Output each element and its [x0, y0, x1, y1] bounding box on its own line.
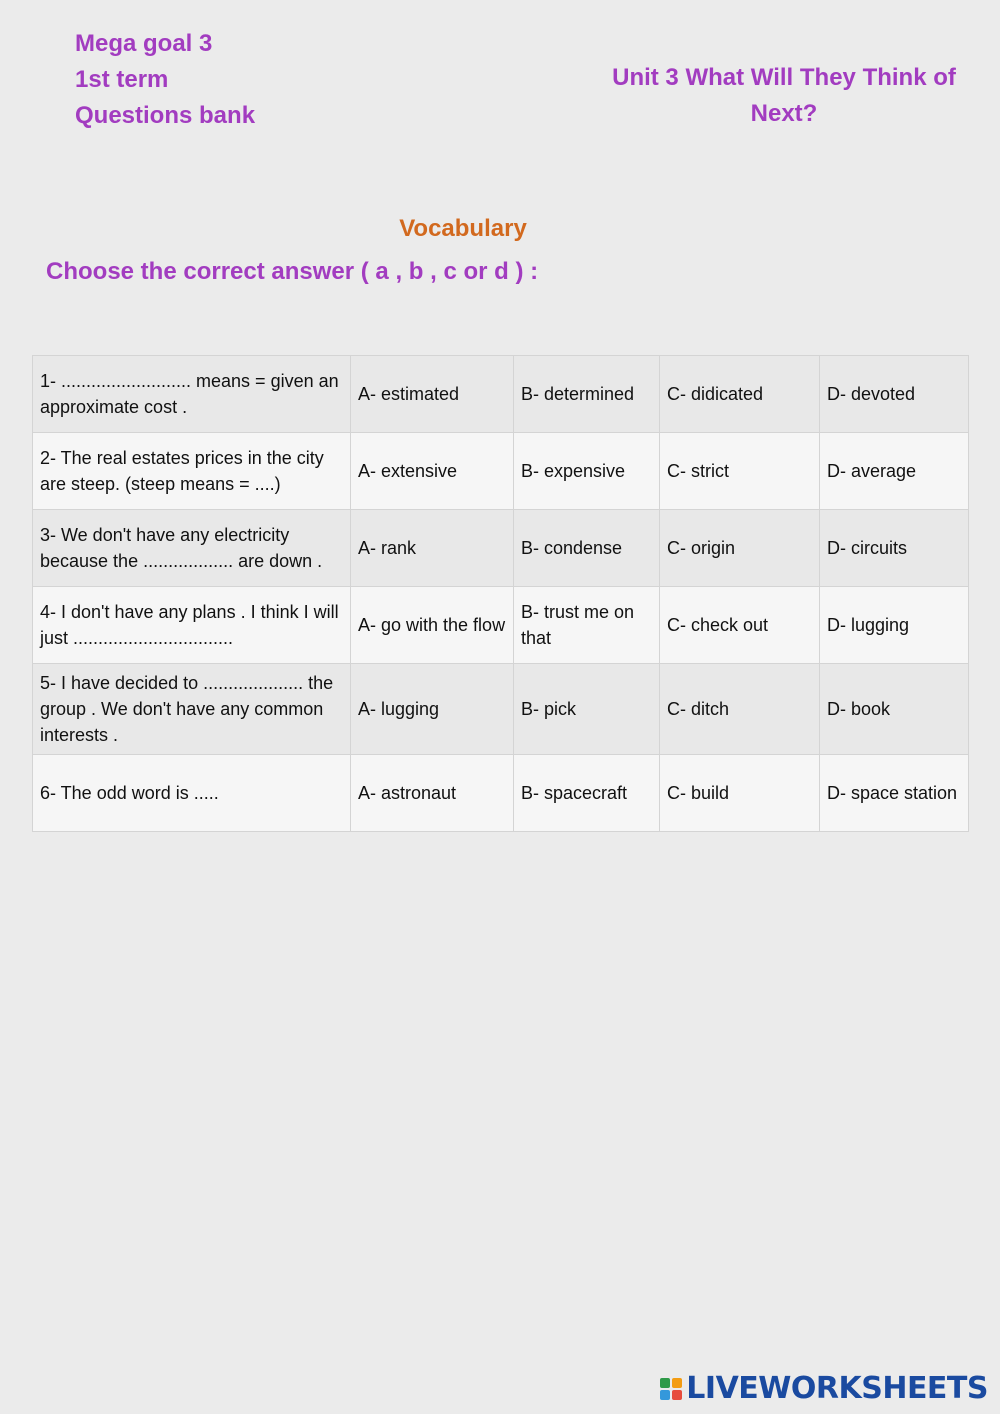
- liveworksheets-logo[interactable]: [660, 1371, 988, 1406]
- table-row: [33, 433, 969, 510]
- logo-square-icon: [660, 1378, 670, 1388]
- bank-label: Questions bank: [75, 102, 256, 129]
- option-b[interactable]: B- condense: [514, 510, 660, 587]
- option-a[interactable]: A- rank: [351, 510, 514, 587]
- question-text: 6- The odd word is .....: [33, 755, 351, 832]
- option-a[interactable]: A- astronaut: [351, 755, 514, 832]
- logo-square-icon: [660, 1390, 670, 1400]
- logo-text: LIVEWORKSHEETS: [686, 1371, 988, 1406]
- table-row: [33, 664, 969, 755]
- option-d[interactable]: D- lugging: [820, 587, 969, 664]
- logo-square-icon: [672, 1390, 682, 1400]
- question-text: 1- .......................... means = given an approximate cost .: [33, 356, 351, 433]
- option-c[interactable]: C- origin: [660, 510, 820, 587]
- questions-table: [32, 355, 969, 832]
- question-text: 4- I don't have any plans . I think I will just ................................: [33, 587, 351, 664]
- option-d[interactable]: D- circuits: [820, 510, 969, 587]
- option-d[interactable]: D- average: [820, 433, 969, 510]
- option-c[interactable]: C- ditch: [660, 664, 820, 755]
- option-d[interactable]: D- space station: [820, 755, 969, 832]
- unit-title: Unit 3 What Will They Think of Next?: [612, 64, 956, 127]
- option-a[interactable]: A- lugging: [351, 664, 514, 755]
- header-left: [75, 26, 255, 134]
- table-row: [33, 356, 969, 433]
- table-row: [33, 587, 969, 664]
- option-c[interactable]: C- strict: [660, 433, 820, 510]
- question-text: 2- The real estates prices in the city are steep. (steep means = ....): [33, 433, 351, 510]
- question-text: 3- We don't have any electricity because the .................. are down .: [33, 510, 351, 587]
- option-b[interactable]: B- expensive: [514, 433, 660, 510]
- term-label: 1st term: [75, 66, 169, 93]
- option-c[interactable]: C- build: [660, 755, 820, 832]
- option-d[interactable]: D- book: [820, 664, 969, 755]
- instruction-text: Choose the correct answer ( a , b , c or d ) :: [46, 258, 539, 285]
- option-a[interactable]: A- go with the flow: [351, 587, 514, 664]
- logo-square-icon: [672, 1378, 682, 1388]
- option-b[interactable]: B- determined: [514, 356, 660, 433]
- question-text: 5- I have decided to .................... the group . We don't have any common interests .: [33, 664, 351, 755]
- option-d[interactable]: D- devoted: [820, 356, 969, 433]
- option-b[interactable]: B- pick: [514, 664, 660, 755]
- table-row: [33, 510, 969, 587]
- table-row: [33, 755, 969, 832]
- logo-mark-icon: [660, 1378, 682, 1400]
- option-a[interactable]: A- extensive: [351, 433, 514, 510]
- option-b[interactable]: B- trust me on that: [514, 587, 660, 664]
- section-title: Vocabulary: [399, 215, 527, 242]
- option-b[interactable]: B- spacecraft: [514, 755, 660, 832]
- option-a[interactable]: A- estimated: [351, 356, 514, 433]
- option-c[interactable]: C- didicated: [660, 356, 820, 433]
- course-title: Mega goal 3: [75, 30, 213, 57]
- option-c[interactable]: C- check out: [660, 587, 820, 664]
